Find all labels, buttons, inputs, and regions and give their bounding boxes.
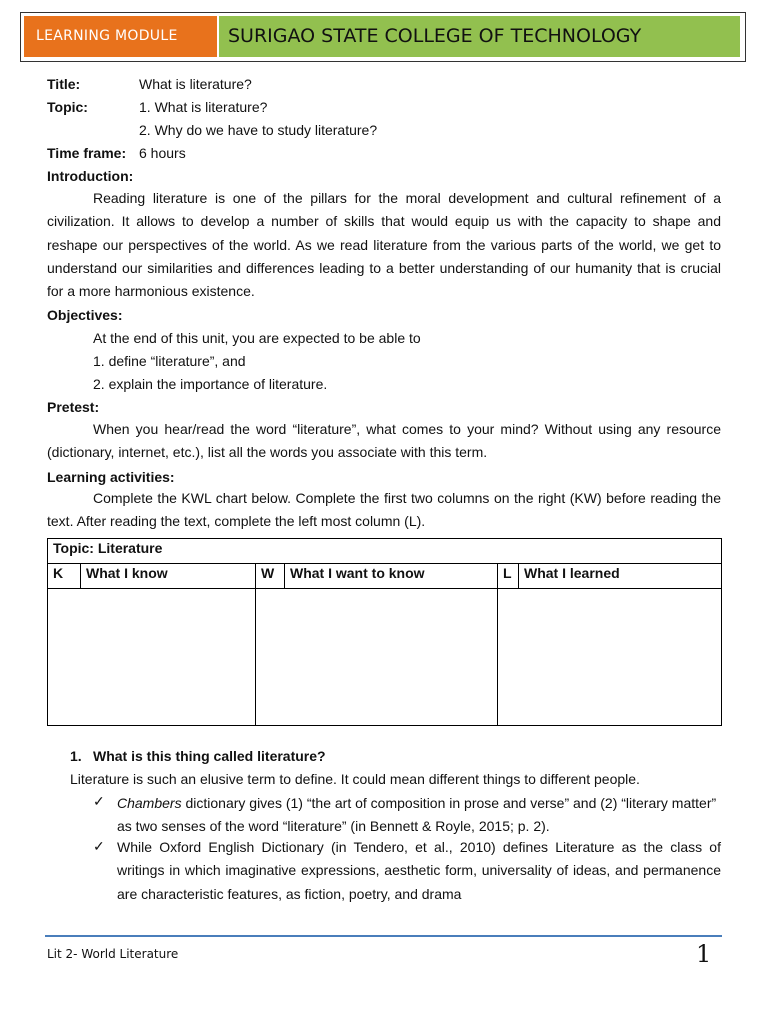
checkmark-icon: ✓ xyxy=(93,793,105,809)
module-header xyxy=(20,12,746,62)
kwl-w-letter: W xyxy=(256,564,285,589)
section-heading: What is this thing called literature? xyxy=(93,748,326,764)
pretest-heading: Pretest: xyxy=(47,399,100,415)
topic-item-2: 2. Why do we have to study literature? xyxy=(139,122,378,138)
checkmark-icon: ✓ xyxy=(93,838,105,854)
kwl-k-letter: K xyxy=(48,564,81,589)
pretest-body: When you hear/read the word “literature”, what comes to your mind? Without using any resource (dictionary, internet, etc.), list all the words you associate with this term. xyxy=(47,421,721,461)
kwl-chart xyxy=(47,538,722,726)
activities-body: Complete the KWL chart below. Complete the first two columns on the right (KW) before reading the text. After reading the text, complete the left most column (L). xyxy=(47,490,721,530)
institution-name: SURIGAO STATE COLLEGE OF TECHNOLOGY xyxy=(219,16,740,57)
objective-item-2: 2. explain the importance of literature. xyxy=(93,376,328,392)
title-value: What is literature? xyxy=(139,76,252,92)
timeframe-label: Time frame: xyxy=(47,145,127,161)
introduction-heading: Introduction: xyxy=(47,168,134,184)
section-number: 1. xyxy=(70,748,82,764)
objectives-lead: At the end of this unit, you are expected to be able to xyxy=(93,330,421,346)
timeframe-value: 6 hours xyxy=(139,145,186,161)
section-lead: Literature is such an elusive term to define. It could mean different things to different people. xyxy=(70,771,640,787)
kwl-l-letter: L xyxy=(498,564,519,589)
bullet-2: While Oxford English Dictionary (in Tendero, et al., 2010) defines Literature as the class of writings in which imaginative expressions, aesthetic form, universality of ideas, and permanence are characteristic features, as fiction, poetry, and drama xyxy=(117,839,721,902)
objectives-heading: Objectives: xyxy=(47,307,123,323)
bullet-1-line-2: as two senses of the word “literature” (in Bennett & Royle, 2015; p. 2). xyxy=(117,818,550,834)
introduction-body: Reading literature is one of the pillars for the moral development and cultural refinement of a civilization. It allows to develop a number of skills that would equip us with the capacity to shape and reshape our perspectives of the world. As we read literature from the various parts of the world, we get to understand our similarities and differences leading to a better understanding of our humanity that is crucial for a more harmonious existence. xyxy=(47,190,721,300)
footer-course: Lit 2- World Literature xyxy=(47,947,179,961)
bullet-1-line-1 xyxy=(117,794,716,812)
activities-heading: Learning activities: xyxy=(47,469,175,485)
kwl-want-cell[interactable] xyxy=(256,589,498,726)
chambers-italic: Chambers xyxy=(117,795,182,811)
footer-rule xyxy=(45,935,722,937)
topic-item-1: 1. What is literature? xyxy=(139,99,268,115)
kwl-topic: Topic: Literature xyxy=(48,539,722,564)
module-label: LEARNING MODULE xyxy=(24,16,217,57)
objective-item-1: 1. define “literature”, and xyxy=(93,353,246,369)
kwl-learned-cell[interactable] xyxy=(498,589,722,726)
bullet-1-rest: dictionary gives (1) “the art of composition in prose and verse” and (2) “literary matter” xyxy=(181,795,717,811)
kwl-w-header: What I want to know xyxy=(285,564,498,589)
kwl-l-header: What I learned xyxy=(519,564,722,589)
kwl-know-cell[interactable] xyxy=(48,589,256,726)
kwl-k-header: What I know xyxy=(81,564,256,589)
page-number: 1 xyxy=(696,940,712,968)
topic-label: Topic: xyxy=(47,99,88,115)
title-label: Title: xyxy=(47,76,81,92)
